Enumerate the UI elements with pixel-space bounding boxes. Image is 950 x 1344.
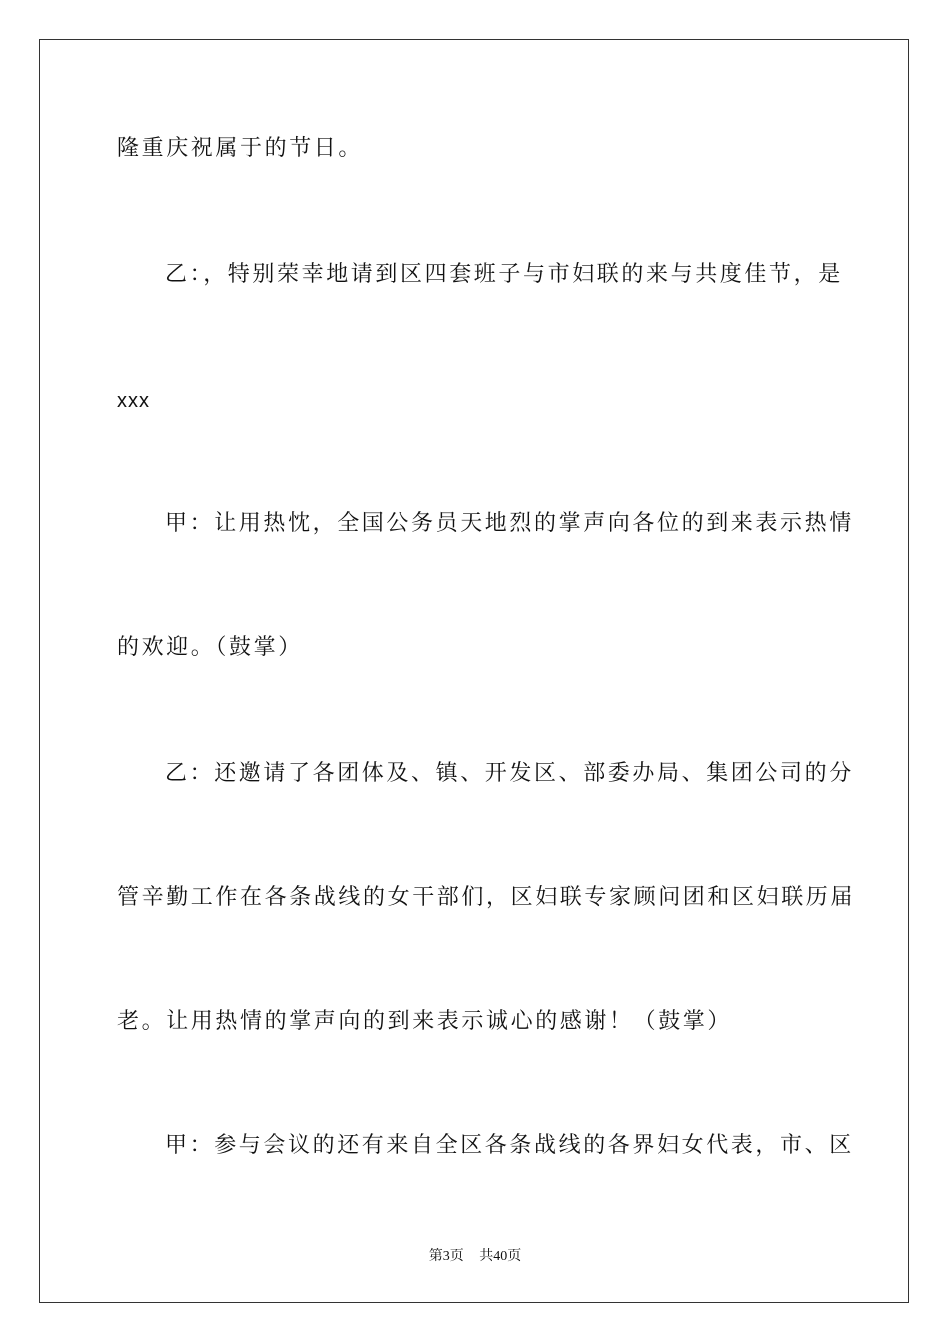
text-line: 老。让用热情的掌声向的到来表示诚心的感谢！（鼓掌） (117, 1009, 733, 1034)
text-line: 甲：参与会议的还有来自全区各条战线的各界妇女代表，市、区 (165, 1133, 854, 1158)
total-pages: 共40页 (479, 1249, 522, 1264)
text-line: xxx (117, 390, 150, 412)
page-number: 第3页 (428, 1249, 464, 1264)
page-footer (0, 1245, 950, 1265)
text-line: 管辛勤工作在各条战线的女干部们，区妇联专家顾问团和区妇联历届 (117, 885, 856, 910)
text-line: 乙：还邀请了各团体及、镇、开发区、部委办局、集团公司的分 (165, 761, 854, 786)
page-frame (39, 39, 909, 1303)
text-line: 的欢迎。（鼓掌） (117, 635, 303, 660)
text-line: 甲：让用热忱，全国公务员天地烈的掌声向各位的到来表示热情 (165, 511, 854, 536)
text-line: 隆重庆祝属于的节日。 (117, 136, 364, 161)
text-line: 乙：，特别荣幸地请到区四套班子与市妇联的来与共度佳节，是 (165, 262, 843, 287)
